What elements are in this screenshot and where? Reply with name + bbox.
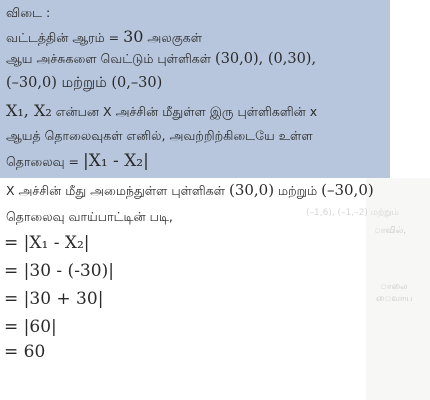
points-on-x-axis-line — [6, 181, 374, 200]
answer-box — [0, 0, 390, 178]
point-a: (30,0) — [228, 181, 275, 199]
bleed-fragment-4: ைவாய — [376, 294, 413, 304]
distance-formula: |X₁ - X₂| — [83, 151, 149, 171]
step-5-result: = 60 — [4, 342, 46, 362]
intercept-text: ஆய அச்சுகளை வெட்டும் புள்ளிகள் — [6, 51, 216, 66]
distance-formula-intro: தொலைவு வாய்பாட்டின் படி, — [6, 209, 173, 224]
x-coordinates-line — [6, 101, 317, 121]
points-text: X அச்சின் மீது அமைந்துள்ள புள்ளிகள் — [6, 183, 229, 198]
radius-unit: அலகுகள் — [143, 30, 203, 45]
distance-between-line: ஆயத் தொலைவுகள் எனில், அவற்றிற்கிடையே உள்ள — [6, 128, 313, 143]
intercept-points: (30,0), (0,30), — [215, 51, 317, 67]
step-4: = |60| — [4, 317, 57, 337]
step-2: = |30 - (-30)| — [4, 261, 114, 281]
intercept-points-cont: (–30,0) மற்றும் (0,–30) — [6, 75, 163, 91]
x1-x2-symbols: X₁, X₂ — [6, 101, 52, 120]
distance-label: தொலைவு = — [6, 154, 83, 169]
x-coordinates-text: என்பன X அச்சின் மீதுள்ள இரு புள்ளிகளின் x — [51, 104, 318, 119]
radius-text: வட்டத்தின் ஆரம் = — [6, 30, 124, 45]
answer-label: விடை : — [6, 5, 51, 20]
distance-formula-line — [6, 151, 149, 171]
step-3: = |30 + 30| — [4, 289, 104, 309]
and-text: மற்றும் — [274, 183, 322, 198]
radius-value: 30 — [123, 27, 144, 46]
bleed-fragment-1: (–1,6), (–1,–2) மற்றும் — [306, 208, 399, 218]
radius-line — [6, 27, 202, 47]
bleed-fragment-3: ாலை — [380, 282, 408, 292]
point-b: (–30,0) — [321, 181, 374, 199]
intercept-line — [6, 51, 316, 68]
step-1: = |X₁ - X₂| — [4, 233, 90, 253]
bleed-fragment-2: ாவில், — [374, 226, 407, 236]
